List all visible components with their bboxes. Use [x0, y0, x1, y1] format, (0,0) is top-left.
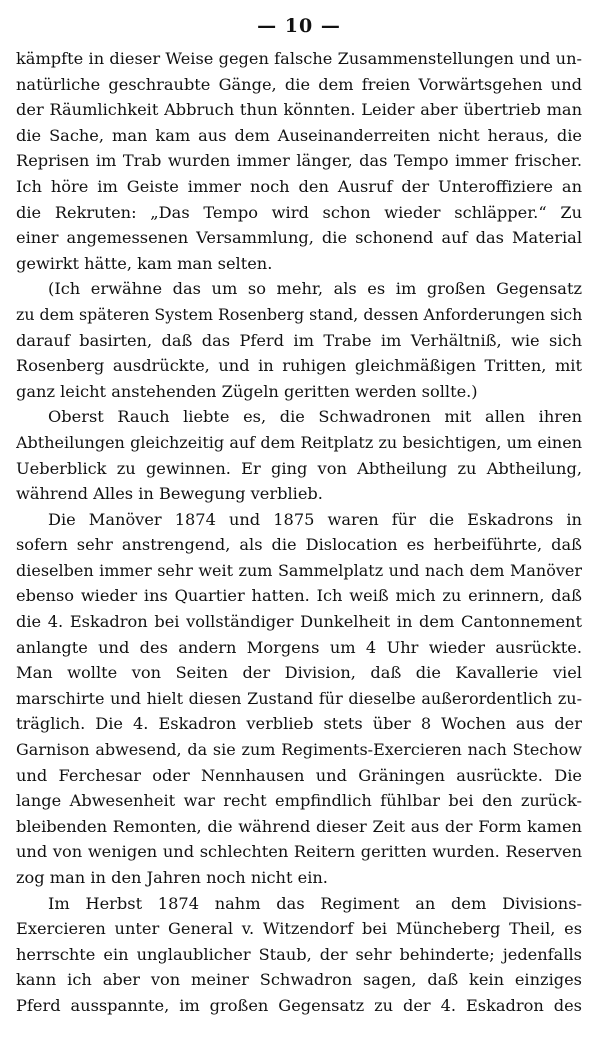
- text-line: Ueberblick zu gewinnen. Er ging von Abtheilung zu Abtheilung,: [16, 458, 582, 478]
- text-line: herrschte ein unglaublicher Staub, der sehr behinderte; jedenfalls: [16, 944, 582, 964]
- text-line: ebenso wieder ins Quartier hatten. Ich weiß mich zu erinnern, daß: [16, 586, 582, 606]
- text-line: während Alles in Bewegung verblieb.: [16, 484, 323, 504]
- text-line: lange Abwesenheit war recht empfindlich fühlbar bei den zurück-: [16, 791, 582, 811]
- text-line: (Ich erwähne das um so mehr, als es im großen Gegensatz: [48, 279, 582, 299]
- text-line: dieselben immer sehr weit zum Sammelplatz und nach dem Manöver: [16, 560, 582, 580]
- text-line: der Räumlichkeit Abbruch thun könnten. Leider aber übertrieb man: [16, 100, 582, 120]
- text-line: kann ich aber von meiner Schwadron sagen, daß kein einziges: [16, 970, 582, 990]
- page-number: — 10 —: [257, 15, 341, 37]
- text-line: gewirkt hätte, kam man selten.: [16, 253, 273, 273]
- text-line: zog man in den Jahren noch nicht ein.: [16, 868, 328, 887]
- text-line: träglich. Die 4. Eskadron verblieb stets über 8 Wochen aus der: [16, 714, 582, 734]
- text-line: Exercieren unter General v. Witzendorf bei Müncheberg Theil, es: [16, 919, 582, 939]
- text-line: zu dem späteren System Rosenberg stand, dessen Anforderungen sich: [16, 304, 582, 324]
- text-line: Reprisen im Trab wurden immer länger, das Tempo immer frischer.: [16, 151, 582, 171]
- text-line: kämpfte in dieser Weise gegen falsche Zusammenstellungen und un-: [16, 49, 582, 68]
- text-line: Die Manöver 1874 und 1875 waren für die Eskadrons in: [48, 509, 582, 529]
- text-line: die Rekruten: „Das Tempo wird schon wieder schläpper.“ Zu: [16, 202, 582, 222]
- text-line: Man wollte von Seiten der Division, daß die Kavallerie viel: [16, 663, 582, 683]
- text-line: Garnison abwesend, da sie zum Regiments-Exercieren nach Stechow: [16, 740, 582, 760]
- text-line: darauf basirten, daß das Pferd im Trabe im Verhältniß, wie sich: [16, 330, 582, 350]
- text-line: anlangte und des andern Morgens um 4 Uhr wieder ausrückte.: [16, 637, 582, 657]
- text-line: die 4. Eskadron bei vollständiger Dunkelheit in dem Cantonnement: [16, 612, 582, 632]
- text-line: natürliche geschraubte Gänge, die dem freien Vorwärtsgehen und: [16, 74, 582, 94]
- text-line: und von wenigen und schlechten Reitern geritten wurden. Reserven: [16, 842, 582, 862]
- text-line: Im Herbst 1874 nahm das Regiment an dem Divisions-: [48, 893, 582, 913]
- text-line: marschirte und hielt diesen Zustand für dieselbe außerordentlich zu-: [16, 688, 582, 708]
- text-line: Oberst Rauch liebte es, die Schwadronen mit allen ihren: [48, 407, 582, 427]
- text-line: Pferd ausspannte, im großen Gegensatz zu der 4. Eskadron des: [16, 995, 582, 1015]
- text-line: sofern sehr anstrengend, als die Dislocation es herbeiführte, daß: [16, 535, 582, 555]
- text-line: ganz leicht anstehenden Zügeln geritten werden sollte.): [16, 381, 478, 401]
- text-line: die Sache, man kam aus dem Auseinanderreiten nicht heraus, die: [16, 125, 582, 145]
- text-line: Ich höre im Geiste immer noch den Ausruf der Unteroffiziere an: [16, 176, 582, 196]
- text-line: Rosenberg ausdrückte, und in ruhigen gleichmäßigen Tritten, mit: [16, 356, 582, 376]
- text-line: Abtheilungen gleichzeitig auf dem Reitplatz zu besichtigen, um einen: [16, 432, 582, 452]
- body-text: [16, 46, 582, 1019]
- text-line: bleibenden Remonten, die während dieser Zeit aus der Form kamen: [16, 816, 582, 836]
- text-line: einer angemessenen Versammlung, die schonend auf das Material: [16, 228, 582, 248]
- text-line: und Ferchesar oder Nennhausen und Gräningen ausrückte. Die: [16, 765, 582, 785]
